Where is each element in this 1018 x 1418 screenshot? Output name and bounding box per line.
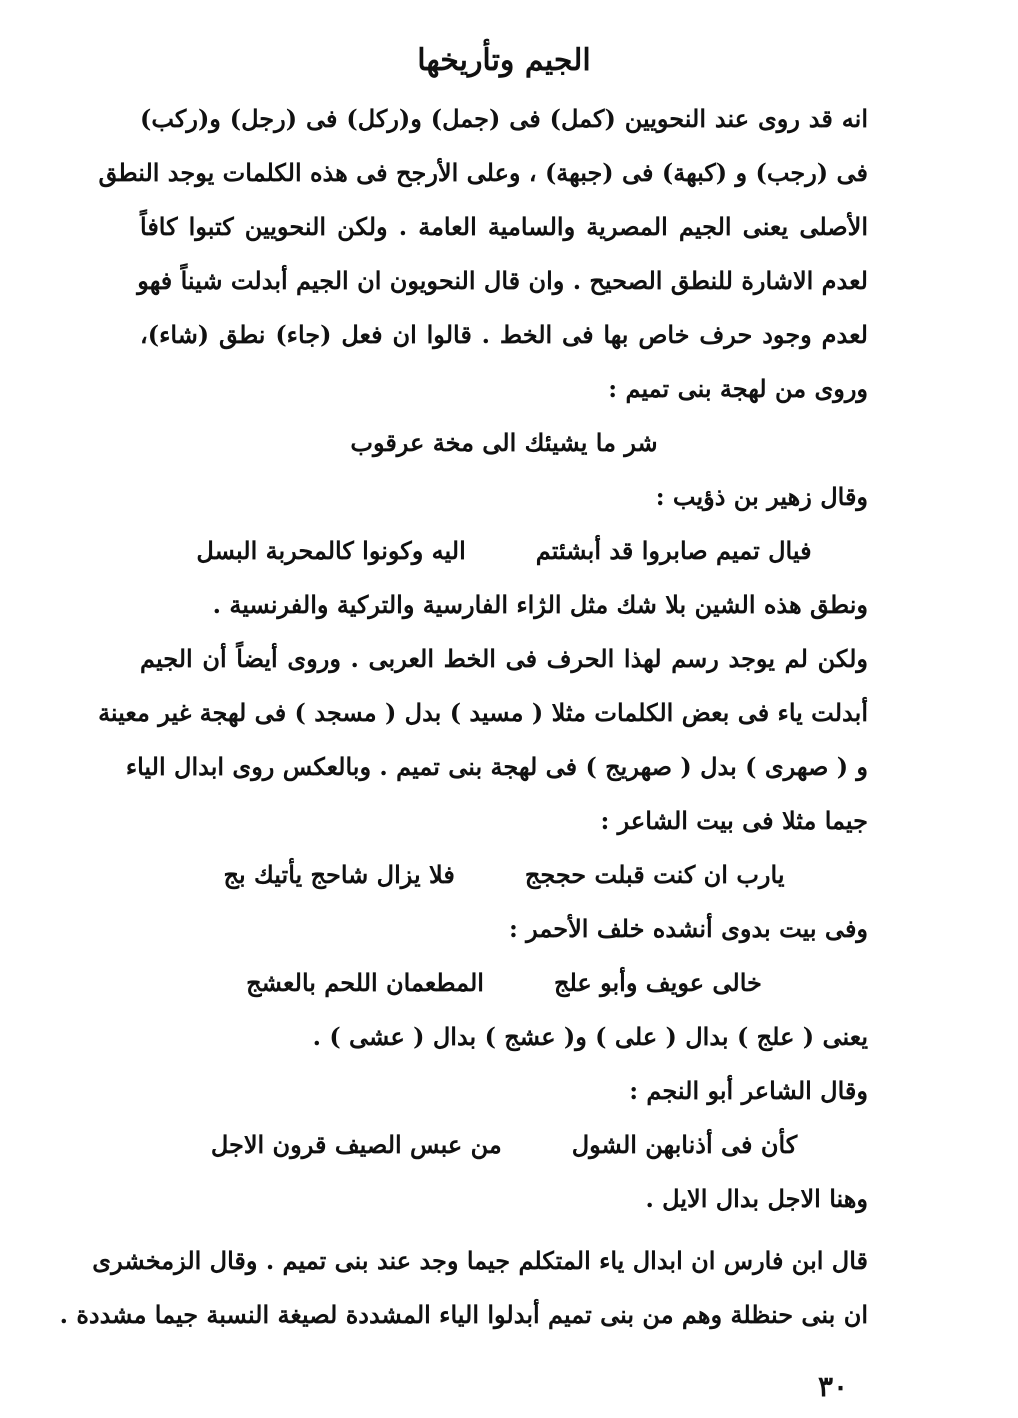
verse-3 <box>140 848 868 902</box>
text-line: أبدلت ياء فى بعض الكلمات مثلا ( مسيد ) بدل ( مسجد ) فى لهجة غير معينة <box>98 698 868 727</box>
paragraph-1 <box>98 92 868 416</box>
page-number: ٣٠ <box>818 1370 849 1403</box>
paragraph-5 <box>59 1234 868 1342</box>
text-line: ونطق هذه الشين بلا شك مثل الژاء الفارسية والتركية والفرنسية . <box>212 590 868 619</box>
text-line: ان بنى حنظلة وهم من بنى تميم أبدلوا الياء المشددة لصيغة النسبة جيما مشددة . <box>59 1300 868 1329</box>
verse-4-intro <box>140 902 868 956</box>
verse-hemistich-second: المطعمان اللحم بالعشج <box>246 968 484 997</box>
verse-5 <box>140 1118 868 1172</box>
paragraph-gap <box>140 1226 868 1234</box>
verse-hemistich-second: من عبس الصيف قرون الاجل <box>210 1130 502 1159</box>
text-line: الأصلى يعنى الجيم المصرية والسامية العامة . ولكن النحويين كتبوا كافاً <box>140 212 868 241</box>
paragraph-4 <box>140 1172 868 1226</box>
text-line: ولكن لم يوجد رسم لهذا الحرف فى الخط العربى . وروى أيضاً أن الجيم <box>140 644 869 673</box>
verse-hemistich-second: فلا يزال شاحج يأتيك بج <box>223 860 455 889</box>
verse-4 <box>140 956 868 1010</box>
text-line: وقال زهير بن ذؤيب : <box>655 482 868 511</box>
text-line: جيما مثلا فى بيت الشاعر : <box>600 806 868 835</box>
verse-2-intro <box>140 470 868 524</box>
verse-1 <box>140 416 868 470</box>
verse-hemistich-first: كأن فى أذنابهن الشول <box>571 1130 798 1159</box>
text-line: انه قد روى عند النحويين (كمل) فى (جمل) و(ركل) فى (رجل) و(ركب) <box>140 104 868 133</box>
text-line: وقال الشاعر أبو النجم : <box>629 1076 868 1105</box>
text-line: فى (رجب) و (كبهة) فى (جبهة) ، وعلى الأرجح فى هذه الكلمات يوجد النطق <box>98 158 868 187</box>
verse-hemistich-second: اليه وكونوا كالمحربة البسل <box>196 536 466 565</box>
page-title: الجيم وتأريخها <box>417 43 591 78</box>
paragraph-3 <box>140 1010 868 1118</box>
text-line: لعدم وجود حرف خاص بها فى الخط . قالوا ان فعل (جاء) نطق (شاء)، <box>140 320 868 349</box>
text-line: يعنى ( علج ) بدال ( على ) و( عشج ) بدال ( عشى ) . <box>312 1022 868 1051</box>
text-line: وفى بيت بدوى أنشده خلف الأحمر : <box>508 914 868 943</box>
verse-hemistich-first: فيال تميم صابروا قد أبشئتم <box>535 536 812 565</box>
text-line: وروى من لهجة بنى تميم : <box>608 374 868 403</box>
verse-hemistich-first: يارب ان كنت قبلت حججج <box>524 860 785 889</box>
paragraph-2 <box>98 578 869 848</box>
text-line: لعدم الاشارة للنطق الصحيح . وان قال النحويون ان الجيم أبدلت شيناً فهو <box>137 266 868 295</box>
text-line: قال ابن فارس ان ابدال ياء المتكلم جيما وجد عند بنى تميم . وقال الزمخشرى <box>92 1246 868 1275</box>
verse-2 <box>140 524 868 578</box>
verse-text: شر ما يشيئك الى مخة عرقوب <box>350 428 658 457</box>
text-line: وهنا الاجل بدال الايل . <box>645 1184 868 1213</box>
text-line: و ( صهرى ) بدل ( صهريج ) فى لهجة بنى تميم . وبالعكس روى ابدال الياء <box>125 752 868 781</box>
verse-hemistich-first: خالى عويف وأبو علج <box>553 968 762 997</box>
